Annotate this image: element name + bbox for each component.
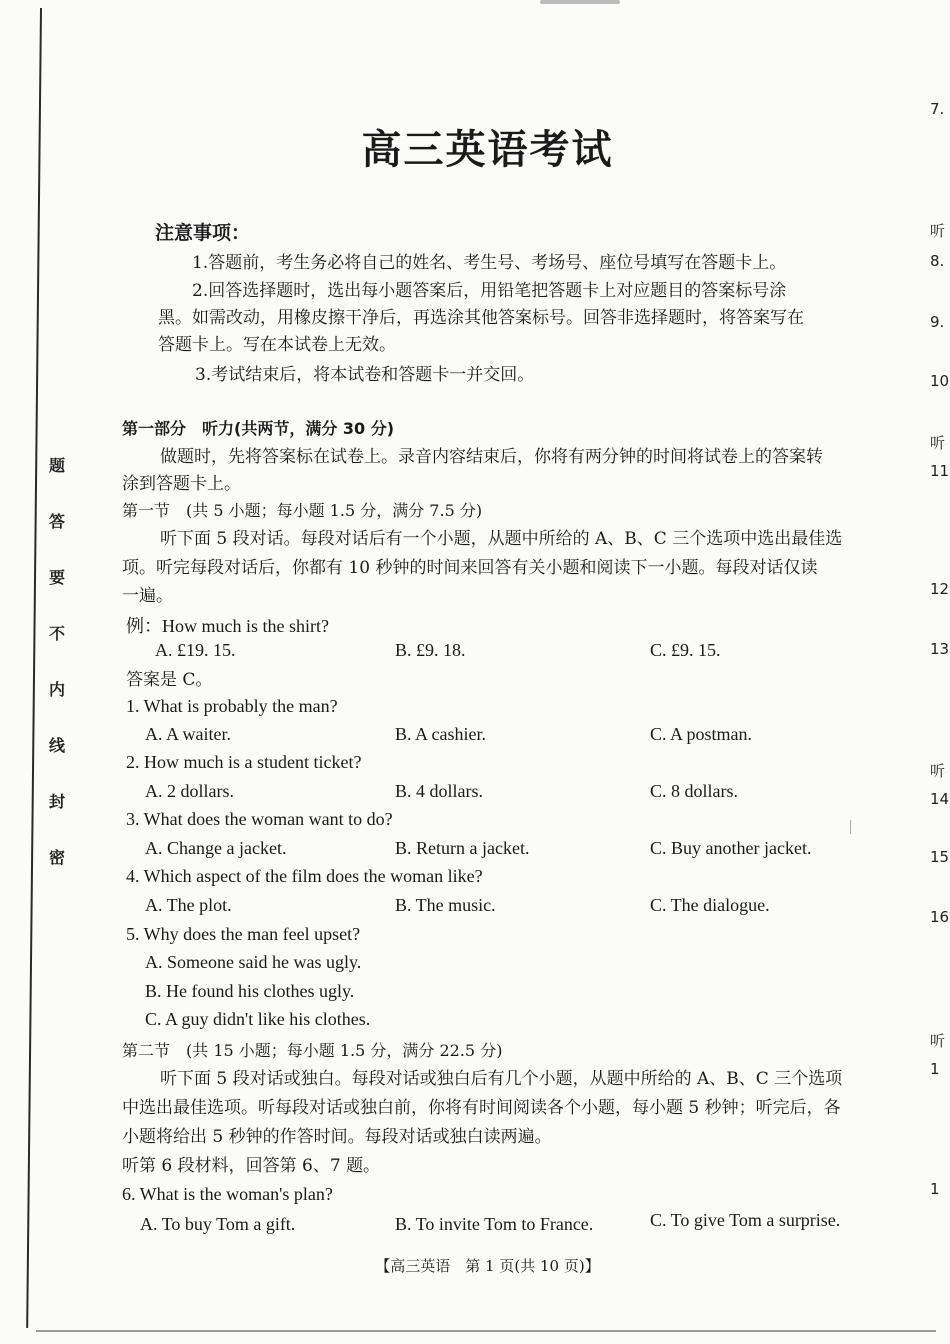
binding-char: 不 — [48, 624, 65, 643]
q4-option-c: C. The dialogue. — [650, 895, 770, 915]
example-option-b: B. £9. 18. — [395, 640, 466, 660]
q1-option-c: C. A postman. — [650, 724, 753, 744]
section2-instructions: 听下面 5 段对话或独白。每段对话或独白后有几个小题，从题中所给的 A、B、C 三个选项 — [160, 1069, 843, 1089]
section1-heading: 第一节 (共 5 小题；每小题 1.5 分，满分 7.5 分) — [122, 501, 483, 520]
part1-intro-cont: 涂到答题卡上。 — [122, 474, 241, 494]
section1-instructions-cont: 一遍。 — [122, 586, 173, 606]
binding-char: 答 — [48, 512, 65, 531]
next-page-fragment: 1 — [930, 1060, 940, 1078]
q6-option-c: C. To give Tom a surprise. — [650, 1210, 841, 1230]
part1-intro: 做题时，先将答案标在试卷上。录音内容结束后，你将有两分钟的时间将试卷上的答案转 — [160, 447, 823, 467]
q5-option-a: A. Someone said he was ugly. — [145, 952, 362, 972]
note-2: 2.回答选择题时，选出每小题答案后，用铅笔把答题卡上对应题目的答案标号涂 — [192, 281, 787, 301]
next-page-fragment: 听 — [930, 762, 946, 780]
next-page-fragment: 14 — [930, 790, 950, 808]
q6-option-b: B. To invite Tom to France. — [395, 1214, 594, 1234]
section1-instructions: 听下面 5 段对话。每段对话后有一个小题，从题中所给的 A、B、C 三个选项中选出最佳选 — [160, 529, 843, 549]
section2-instructions-cont: 小题将给出 5 秒钟的作答时间。每段对话或独白读两遍。 — [122, 1127, 552, 1147]
q6-option-a: A. To buy Tom a gift. — [140, 1214, 296, 1234]
q3-option-a: A. Change a jacket. — [145, 838, 287, 858]
question-6: 6. What is the woman's plan? — [122, 1184, 333, 1204]
q4-option-b: B. The music. — [395, 895, 496, 915]
notes-heading: 注意事项： — [155, 222, 251, 244]
page-footer: 【高三英语 第 1 页(共 10 页)】 — [375, 1257, 600, 1275]
section1-instructions-cont: 项。听完每段对话后，你都有 10 秒钟的时间来回答有关小题和阅读下一小题。每段对话仅读 — [122, 558, 818, 578]
q1-option-b: B. A cashier. — [395, 724, 486, 744]
note-3: 3.考试结束后，将本试卷和答题卡一并交回。 — [195, 365, 535, 385]
next-page-fragment: 10 — [930, 372, 950, 390]
binding-char: 密 — [48, 848, 65, 867]
q1-option-a: A. A waiter. — [145, 724, 231, 744]
binding-char: 内 — [48, 680, 65, 699]
next-page-fragment: 听 — [930, 434, 946, 452]
question-2: 2. How much is a student ticket? — [126, 752, 362, 772]
next-page-fragment: 12 — [930, 580, 950, 598]
next-page-fragment: 1 — [930, 1180, 940, 1198]
next-page-fragment: 8. — [930, 252, 945, 270]
part1-heading: 第一部分 听力(共两节，满分 30 分) — [122, 419, 395, 438]
section2-heading: 第二节 (共 15 小题；每小题 1.5 分，满分 22.5 分) — [122, 1041, 503, 1060]
question-3: 3. What does the woman want to do? — [126, 809, 393, 829]
q2-option-c: C. 8 dollars. — [650, 781, 738, 801]
binding-char: 封 — [48, 792, 65, 811]
scan-artifact — [850, 820, 851, 834]
next-page-fragment: 11 — [930, 462, 950, 480]
page-bottom-edge — [36, 1330, 936, 1332]
material-6-heading: 听第 6 段材料，回答第 6、7 题。 — [122, 1156, 381, 1176]
question-5: 5. Why does the man feel upset? — [126, 924, 361, 944]
next-page-fragment: 7. — [930, 100, 945, 118]
next-page-fragment: 听 — [930, 222, 946, 240]
binding-line — [26, 8, 42, 1328]
q3-option-b: B. Return a jacket. — [395, 838, 530, 858]
section2-instructions-cont: 中选出最佳选项。听每段对话或独白前，你将有时间阅读各个小题，每小题 5 秒钟；听完后，各 — [122, 1098, 841, 1118]
q2-option-b: B. 4 dollars. — [395, 781, 483, 801]
binding-char: 要 — [48, 568, 65, 587]
note-2-cont: 答题卡上。写在本试卷上无效。 — [158, 335, 396, 355]
example-question: 例：How much is the shirt? — [126, 616, 329, 636]
page-title: 高三英语考试 — [361, 127, 614, 173]
next-page-fragment: 16 — [930, 908, 950, 926]
question-4: 4. Which aspect of the film does the woman like? — [126, 866, 483, 886]
note-1: 1.答题前，考生务必将自己的姓名、考生号、考场号、座位号填写在答题卡上。 — [192, 253, 787, 273]
q3-option-c: C. Buy another jacket. — [650, 838, 812, 858]
binding-char: 题 — [48, 456, 65, 475]
next-page-fragment: 听 — [930, 1032, 946, 1050]
next-page-fragment: 9. — [930, 313, 945, 331]
example-option-a: A. £19. 15. — [155, 640, 236, 660]
binding-margin-text — [44, 455, 70, 869]
scan-smudge — [540, 0, 620, 4]
q5-option-c: C. A guy didn't like his clothes. — [145, 1009, 371, 1029]
example-option-c: C. £9. 15. — [650, 640, 721, 660]
next-page-fragment: 15 — [930, 848, 950, 866]
example-answer: 答案是 C。 — [126, 670, 213, 690]
q5-option-b: B. He found his clothes ugly. — [145, 981, 355, 1001]
q4-option-a: A. The plot. — [145, 895, 232, 915]
q2-option-a: A. 2 dollars. — [145, 781, 234, 801]
binding-char: 线 — [48, 736, 65, 755]
next-page-fragment: 13 — [930, 640, 950, 658]
question-1: 1. What is probably the man? — [126, 696, 338, 716]
note-2-cont: 黑。如需改动，用橡皮擦干净后，再选涂其他答案标号。回答非选择题时，将答案写在 — [158, 308, 804, 328]
